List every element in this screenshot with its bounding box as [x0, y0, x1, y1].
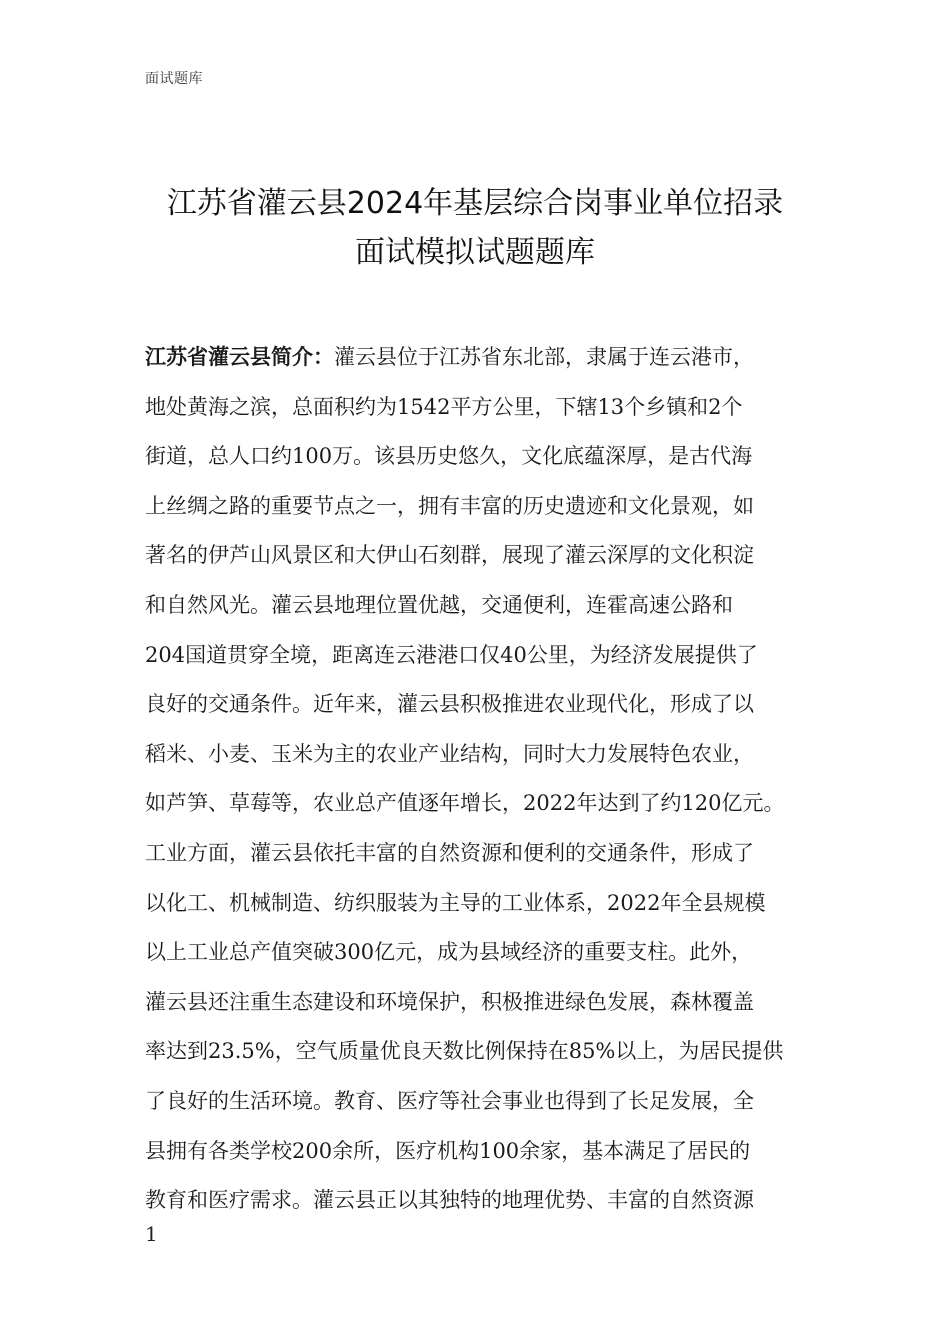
- document-title-line-1: 江苏省灌云县2024年基层综合岗事业单位招录: [166, 186, 784, 221]
- paragraph-line: 和自然风光。灌云县地理位置优越，交通便利，连霍高速公路和: [145, 592, 733, 617]
- paragraph-line: 了良好的生活环境。教育、医疗等社会事业也得到了长足发展，全: [145, 1088, 754, 1113]
- paragraph-line: 204国道贯穿全境，距离连云港港口仅40公里，为经济发展提供了: [145, 642, 758, 667]
- paragraph-line: 如芦笋、草莓等，农业总产值逐年增长，2022年达到了约120亿元。: [145, 791, 785, 816]
- paragraph-line: 街道，总人口约100万。该县历史悠久，文化底蕴深厚，是古代海: [145, 444, 753, 469]
- paragraph-line-text: 灌云县位于江苏省东北部，隶属于连云港市，: [334, 345, 754, 369]
- paragraph-line: 教育和医疗需求。灌云县正以其独特的地理优势、丰富的自然资源: [145, 1188, 754, 1213]
- paragraph-line: 灌云县还注重生态建设和环境保护，积极推进绿色发展，森林覆盖: [145, 989, 754, 1014]
- paragraph-line: 以上工业总产值突破300亿元，成为县域经济的重要支柱。此外，: [145, 940, 753, 965]
- intro-paragraph: [145, 333, 810, 1226]
- intro-lead: 江苏省灌云县简介：: [145, 345, 334, 369]
- paragraph-line: 率达到23.5%，空气质量优良天数比例保持在85%以上，为居民提供: [145, 1039, 784, 1064]
- paragraph-line: 地处黄海之滨，总面积约为1542平方公里，下辖13个乡镇和2个: [145, 394, 743, 419]
- paragraph-line: 稻米、小麦、玉米为主的农业产业结构，同时大力发展特色农业，: [145, 741, 754, 766]
- page-header: 面试题库: [145, 71, 203, 87]
- paragraph-line: [145, 333, 810, 383]
- page-number: 1: [145, 1222, 158, 1246]
- paragraph-line: 上丝绸之路的重要节点之一，拥有丰富的历史遗迹和文化景观，如: [145, 493, 754, 518]
- document-title-line-2: 面试模拟试题题库: [355, 235, 595, 270]
- paragraph-line: 良好的交通条件。近年来，灌云县积极推进农业现代化，形成了以: [145, 692, 754, 717]
- paragraph-line: 县拥有各类学校200余所，医疗机构100余家，基本满足了居民的: [145, 1138, 751, 1163]
- paragraph-line: 以化工、机械制造、纺织服装为主导的工业体系，2022年全县规模: [145, 890, 766, 915]
- paragraph-line: 工业方面，灌云县依托丰富的自然资源和便利的交通条件，形成了: [145, 840, 754, 865]
- paragraph-line: 著名的伊芦山风景区和大伊山石刻群，展现了灌云深厚的文化积淀: [145, 543, 754, 568]
